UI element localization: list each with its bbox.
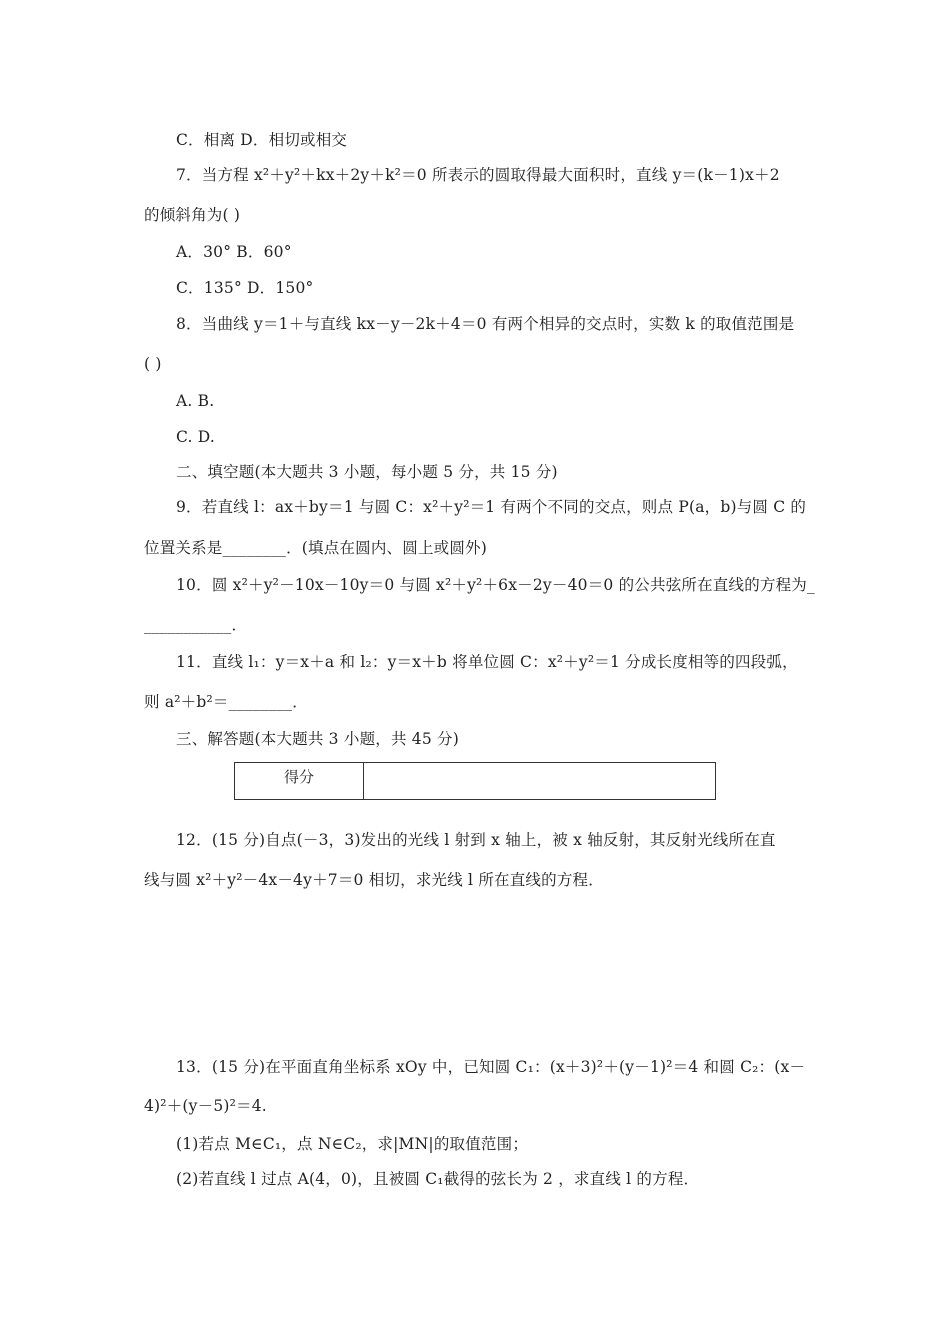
text-line: 11．直线 l₁：y＝x＋a 和 l₂：y＝x＋b 将单位圆 C：x²＋y²＝1 分成长度相等的四段弧，: [176, 653, 798, 671]
text-line: 9．若直线 l：ax＋by＝1 与圆 C：x²＋y²＝1 有两个不同的交点，则点 P(a，b)与圆 C 的: [176, 498, 807, 516]
text-line: C. D.: [176, 428, 215, 446]
score-label: 得分: [235, 763, 364, 800]
text-line: 8．当曲线 y＝1＋与直线 kx－y－2k＋4＝0 有两个相异的交点时，实数 k 的取值范围是: [176, 315, 795, 333]
text-line: 7．当方程 x²＋y²＋kx＋2y＋k²＝0 所表示的圆取得最大面积时，直线 y＝(k－1)x＋2: [176, 166, 780, 184]
text-line: ( ): [144, 355, 162, 373]
text-line: (2)若直线 l 过点 A(4，0)，且被圆 C₁截得的弦长为 2 ，求直线 l 的方程．: [176, 1170, 700, 1188]
text-line: C．相离 D．相切或相交: [176, 131, 348, 149]
answer-space: [144, 905, 804, 1045]
text-line: 位置关系是________．(填点在圆内、圆上或圆外): [144, 539, 487, 557]
text-line: 10．圆 x²＋y²－10x－10y＝0 与圆 x²＋y²＋6x－2y－40＝0 的公共弦所在直线的方程为_: [176, 576, 815, 594]
text-line: 12．(15 分)自点(－3，3)发出的光线 l 射到 x 轴上，被 x 轴反射，其反射光线所在直: [176, 831, 776, 849]
text-line: 线与圆 x²＋y²－4x－4y＋7＝0 相切，求光线 l 所在直线的方程．: [144, 871, 604, 889]
text-line: ___________．: [144, 616, 248, 634]
text-line: A. B.: [176, 392, 215, 410]
text-line: 则 a²＋b²＝________．: [144, 693, 308, 711]
text-line: 三、解答题(本大题共 3 小题，共 45 分): [176, 730, 459, 748]
text-line: 13．(15 分)在平面直角坐标系 xOy 中，已知圆 C₁：(x＋3)²＋(y－1)²＝4 和圆 C₂：(x－: [176, 1058, 806, 1076]
text-line: A．30° B．60°: [176, 243, 292, 261]
score-table: [234, 762, 716, 800]
text-line: C．135° D．150°: [176, 279, 314, 297]
text-line: 的倾斜角为( ): [144, 206, 241, 224]
text-line: (1)若点 M∈C₁，点 N∈C₂，求|MN|的取值范围；: [176, 1135, 529, 1153]
text-line: 二、填空题(本大题共 3 小题，每小题 5 分，共 15 分): [176, 463, 558, 481]
text-line: 4)²＋(y－5)²＝4.: [144, 1097, 267, 1115]
score-value: [364, 763, 716, 800]
